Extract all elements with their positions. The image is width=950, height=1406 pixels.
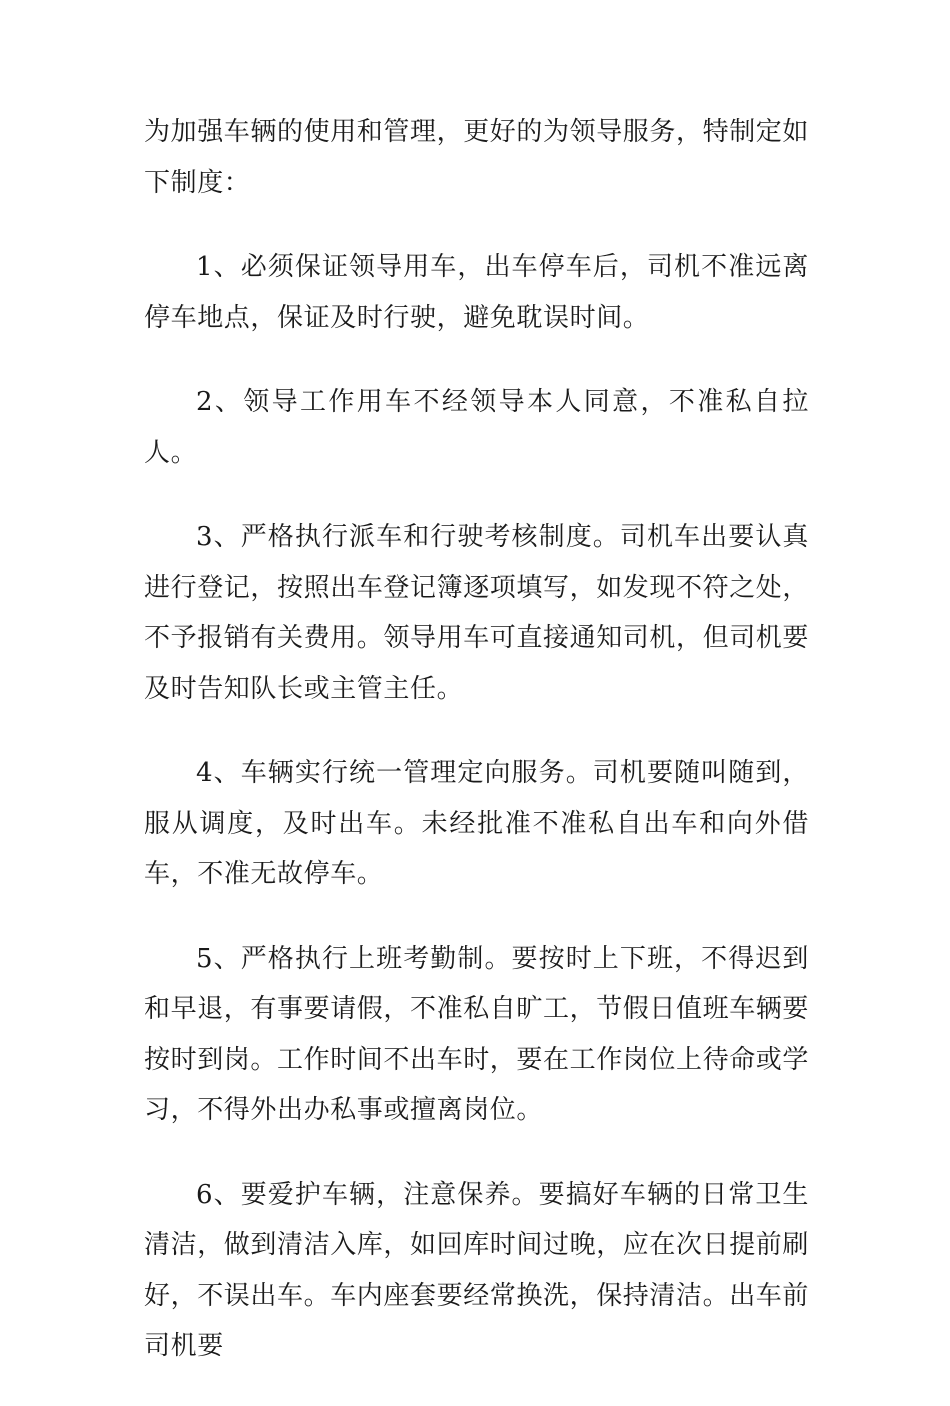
rule-paragraph-5: 5、严格执行上班考勤制。要按时上下班，不得迟到和早退，有事要请假，不准私自旷工，节假日值班车辆要按时到岗。工作时间不出车时，要在工作岗位上待命或学习，不得外出办私事或擅离岗位。 xyxy=(144,943,810,1125)
intro-paragraph: 为加强车辆的使用和管理，更好的为领导服务，特制定如下制度： xyxy=(144,117,810,198)
rule-paragraph-2: 2、领导工作用车不经领导本人同意，不准私自拉人。 xyxy=(144,387,809,468)
rule-paragraph-3: 3、严格执行派车和行驶考核制度。司机车出要认真进行登记，按照出车登记簿逐项填写，如发现不符之处，不予报销有关费用。领导用车可直接通知司机，但司机要及时告知队长或主管主任。 xyxy=(144,522,810,704)
rule-paragraph-1: 1、必须保证领导用车，出车停车后，司机不准远离停车地点，保证及时行驶，避免耽误时间。 xyxy=(144,252,809,333)
document-body xyxy=(144,107,809,1406)
rule-paragraph-6: 6、要爱护车辆，注意保养。要搞好车辆的日常卫生清洁，做到清洁入库，如回库时间过晚，应在次日提前刷好，不误出车。车内座套要经常换洗，保持清洁。出车前司机要 xyxy=(144,1179,810,1361)
rule-paragraph-4: 4、车辆实行统一管理定向服务。司机要随叫随到，服从调度，及时出车。未经批准不准私自出车和向外借车，不准无故停车。 xyxy=(144,758,809,889)
